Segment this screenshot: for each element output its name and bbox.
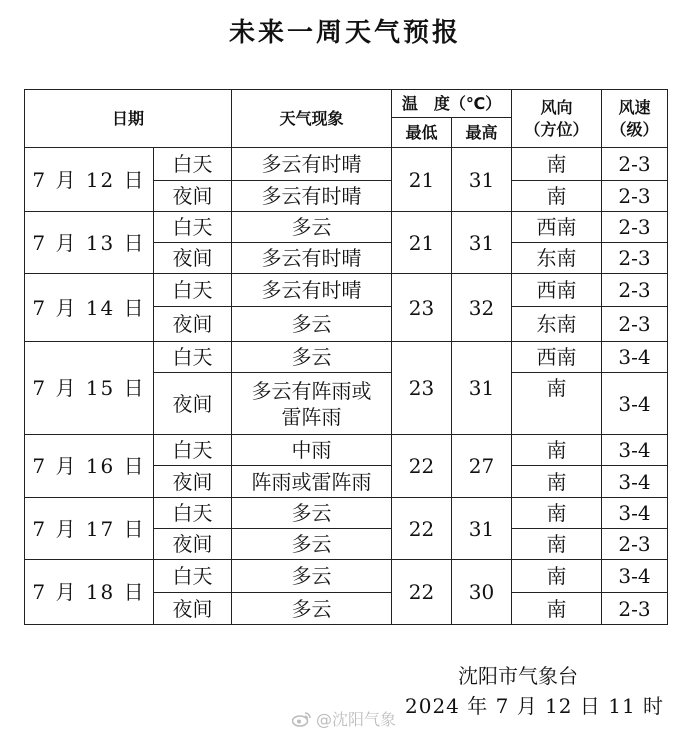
date-cell: 7 月 17 日 <box>25 498 154 560</box>
period-label: 夜间 <box>154 243 232 274</box>
date-cell: 7 月 12 日 <box>25 148 154 212</box>
period-label: 白天 <box>154 498 232 529</box>
date-cell: 7 月 14 日 <box>25 274 154 342</box>
wind-speed-cell: 3-4 <box>602 435 668 466</box>
min-temp-cell: 21 <box>392 148 452 212</box>
header-wind-speed-unit: （级） <box>610 119 659 139</box>
table-header <box>25 90 668 148</box>
header-wind-speed-label: 风速 <box>618 97 651 117</box>
max-temp-cell: 32 <box>452 274 512 342</box>
period-label: 白天 <box>154 560 232 593</box>
weather-cell: 多云有时晴 <box>232 148 392 181</box>
weather-cell: 多云 <box>232 593 392 625</box>
wind-direction-cell: 南 <box>512 560 602 593</box>
header-min-temp: 最低 <box>392 118 452 148</box>
period-label: 夜间 <box>154 593 232 625</box>
min-temp-cell: 22 <box>392 498 452 560</box>
header-wind-direction <box>512 90 602 148</box>
wind-direction-cell: 东南 <box>512 243 602 274</box>
wind-direction-cell: 西南 <box>512 212 602 243</box>
period-label: 夜间 <box>154 529 232 560</box>
watermark <box>292 707 396 730</box>
min-temp-cell: 22 <box>392 435 452 498</box>
weather-cell: 多云 <box>232 212 392 243</box>
forecast-row-day <box>25 498 668 529</box>
wind-speed-cell: 3-4 <box>602 498 668 529</box>
page-title: 未来一周天气预报 <box>228 18 461 48</box>
weather-cell: 多云有时晴 <box>232 181 392 212</box>
wind-speed-cell: 2-3 <box>602 243 668 274</box>
wind-direction-cell: 东南 <box>512 307 602 342</box>
header-weather: 天气现象 <box>232 90 392 148</box>
date-cell: 7 月 18 日 <box>25 560 154 625</box>
date-cell: 7 月 16 日 <box>25 435 154 498</box>
wind-speed-cell: 3-4 <box>602 342 668 373</box>
min-temp-cell: 23 <box>392 274 452 342</box>
forecast-row-day <box>25 342 668 373</box>
wind-speed-cell: 2-3 <box>602 593 668 625</box>
wind-direction-cell: 西南 <box>512 274 602 307</box>
wind-direction-cell: 南 <box>512 148 602 181</box>
max-temp-cell: 31 <box>452 212 512 274</box>
wind-speed-cell: 2-3 <box>602 529 668 560</box>
wind-speed-cell: 3-4 <box>602 373 668 435</box>
period-label: 夜间 <box>154 307 232 342</box>
min-temp-cell: 22 <box>392 560 452 625</box>
max-temp-cell: 31 <box>452 498 512 560</box>
date-cell: 7 月 13 日 <box>25 212 154 274</box>
watermark-text: @沈阳气象 <box>316 710 397 729</box>
period-label: 夜间 <box>154 466 232 498</box>
wind-speed-cell: 2-3 <box>602 148 668 181</box>
weather-cell: 多云有阵雨或雷阵雨 <box>232 373 392 435</box>
issued-time: 2024 年 7 月 12 日 11 时 <box>405 694 665 718</box>
forecast-table <box>24 89 668 625</box>
wind-speed-cell: 2-3 <box>602 212 668 243</box>
weather-cell: 多云 <box>232 307 392 342</box>
weather-cell: 多云有时晴 <box>232 274 392 307</box>
date-cell: 7 月 15 日 <box>25 342 154 435</box>
period-label: 白天 <box>154 274 232 307</box>
max-temp-cell: 31 <box>452 148 512 212</box>
max-temp-cell: 27 <box>452 435 512 498</box>
header-wind-direction-unit: （方位） <box>524 119 589 139</box>
forecast-row-day <box>25 435 668 466</box>
weibo-logo-icon <box>292 711 312 727</box>
wind-speed-cell: 2-3 <box>602 274 668 307</box>
weather-cell: 多云有时晴 <box>232 243 392 274</box>
weather-cell: 多云 <box>232 498 392 529</box>
wind-direction-cell: 南 <box>512 181 602 212</box>
header-wind-direction-label: 风向 <box>540 97 573 117</box>
wind-direction-cell: 南 <box>512 593 602 625</box>
wind-speed-cell: 3-4 <box>602 560 668 593</box>
weather-cell: 多云 <box>232 560 392 593</box>
min-temp-cell: 23 <box>392 342 452 435</box>
period-label: 白天 <box>154 435 232 466</box>
period-label: 白天 <box>154 148 232 181</box>
header-wind-speed <box>602 90 668 148</box>
period-label: 夜间 <box>154 181 232 212</box>
header-temperature: 温 度（℃） <box>392 90 512 118</box>
wind-direction-cell: 南 <box>512 529 602 560</box>
forecast-row-day <box>25 274 668 307</box>
period-label: 夜间 <box>154 373 232 435</box>
weather-cell: 中雨 <box>232 435 392 466</box>
wind-speed-cell: 2-3 <box>602 307 668 342</box>
wind-direction-cell: 南 <box>512 435 602 466</box>
forecast-row-day <box>25 560 668 593</box>
weather-cell: 多云 <box>232 342 392 373</box>
max-temp-cell: 31 <box>452 342 512 435</box>
wind-speed-cell: 2-3 <box>602 181 668 212</box>
weather-cell: 多云 <box>232 529 392 560</box>
min-temp-cell: 21 <box>392 212 452 274</box>
period-label: 白天 <box>154 212 232 243</box>
max-temp-cell: 30 <box>452 560 512 625</box>
header-max-temp: 最高 <box>452 118 512 148</box>
weather-cell: 阵雨或雷阵雨 <box>232 466 392 498</box>
wind-direction-cell: 西南 <box>512 342 602 373</box>
wind-speed-cell: 3-4 <box>602 466 668 498</box>
period-label: 白天 <box>154 342 232 373</box>
wind-direction-cell: 南 <box>512 373 602 435</box>
forecast-row-day <box>25 212 668 243</box>
issuer: 沈阳市气象台 <box>458 664 578 688</box>
header-date: 日期 <box>25 90 232 148</box>
forecast-row-day <box>25 148 668 181</box>
wind-direction-cell: 南 <box>512 498 602 529</box>
table-body <box>25 148 668 625</box>
wind-direction-cell: 南 <box>512 466 602 498</box>
